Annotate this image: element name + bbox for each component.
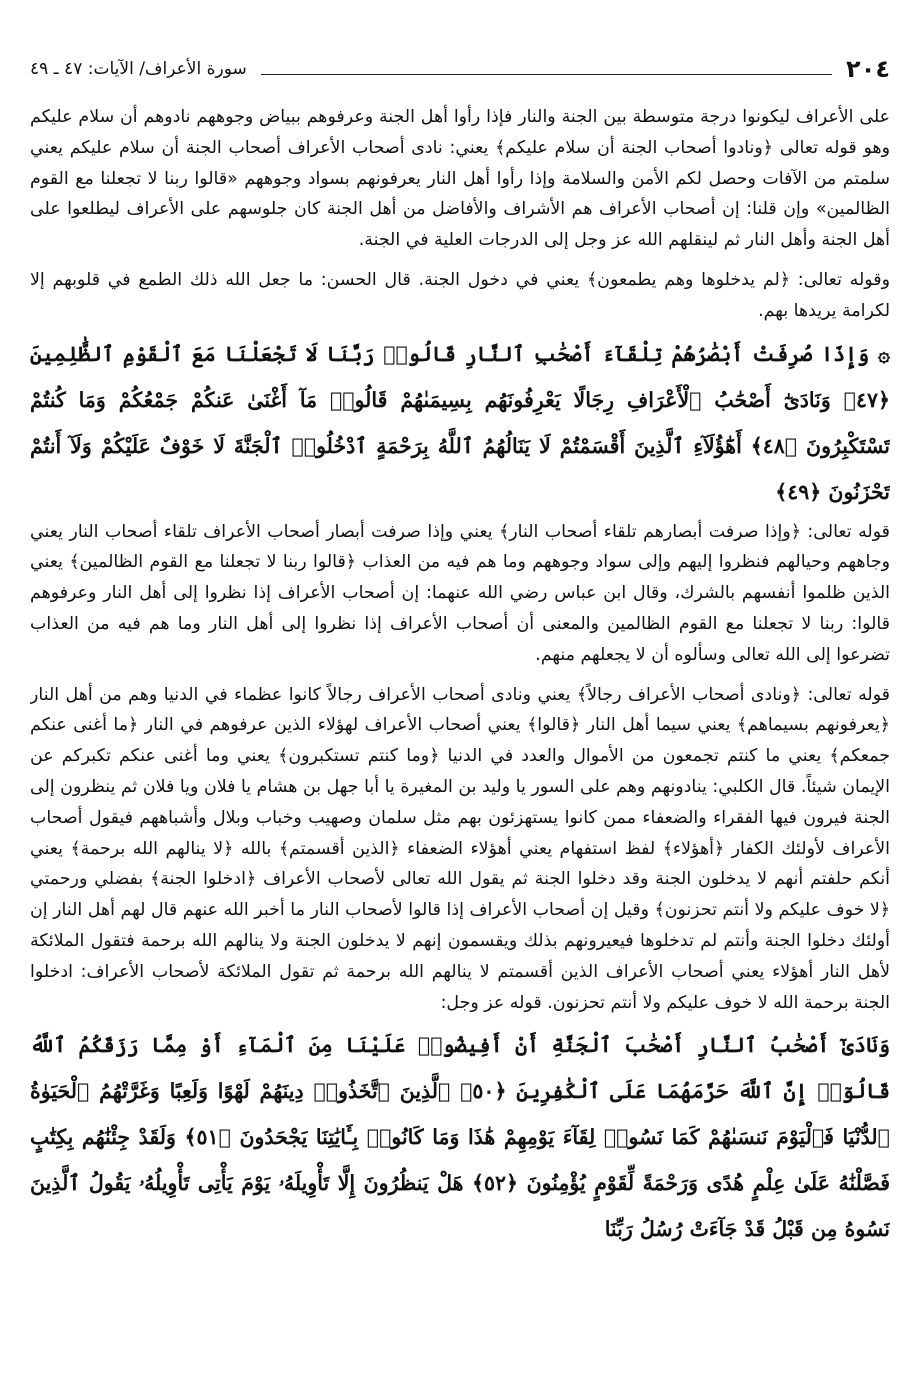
quran-verse-block: ۞ وَإِذَا صُرِفَتْ أَبْصَٰرُهُمْ تِلْقَآءَ أَصْحَٰبِ ٱلنَّارِ قَالُوا۟ رَبَّنَا لَا تَجْعَلْنَا مَعَ ٱلْقَوْمِ ٱلظَّٰلِمِينَ ﴿٤٧﴾ وَنَادَىٰٓ أَصْحَٰبُ ٱلْأَعْرَافِ رِجَالًا يَعْرِفُونَهُم بِسِيمَىٰهُمْ قَالُوا۟ مَآ أَغْنَىٰ عَنكُمْ جَمْعُكُمْ وَمَا كُنتُمْ تَسْتَكْبِرُونَ ﴿٤٨﴾ أَهَٰٓؤُلَآءِ ٱلَّذِينَ أَقْسَمْتُمْ لَا يَنَالُهُمُ ٱللَّهُ بِرَحْمَةٍ ٱدْخُلُوا۟ ٱلْجَنَّةَ لَا خَوْفٌ عَلَيْكُمْ وَلَآ أَنتُمْ تَحْزَنُونَ ﴿٤٩﴾ <box>30 341 890 504</box>
header-rule <box>261 74 832 75</box>
running-header <box>30 52 890 86</box>
page-number: ٢٠٤ <box>846 55 890 83</box>
book-page <box>30 52 890 1352</box>
commentary-paragraph: وقوله تعالى: ﴿لم يدخلوها وهم يطمعون﴾ يعني في دخول الجنة. قال الحسن: ما جعل الله ذلك الطمع في قلوبهم إلا لكرامة يريدها بهم. <box>30 269 890 321</box>
surah-label: سورة الأعراف/ الآيات: ٤٧ ـ ٤٩ <box>30 59 247 79</box>
commentary-paragraph: قوله تعالى: ﴿وإذا صرفت أبصارهم تلقاء أصحاب النار﴾ يعني وإذا صرفت أبصار أصحاب الأعراف تلقاء أصحاب النار يعني وجاههم وحيالهم فنظروا إليهم وإلى سواد وجوههم وما هم فيه من العذاب ﴿قالوا ربنا لا تجعلنا مع القوم الظالمين﴾ يعني الذين ظلموا أنفسهم بالشرك، وقال ابن عباس رضي الله عنهما: إن أصحاب الأعراف إذا نظروا إلى أهل النار وعرفوهم قالوا: ربنا لا تجعلنا مع القوم الظالمين والمعنى أن أصحاب الأعراف إذا نظروا إلى أهل النار وما هم فيه من العذاب تضرعوا إلى الله تعالى وسألوه أن لا يجعلهم منهم. <box>30 521 890 665</box>
quran-verse-block: وَنَادَىٰٓ أَصْحَٰبُ ٱلنَّارِ أَصْحَٰبَ ٱلْجَنَّةِ أَنْ أَفِيضُوا۟ عَلَيْنَا مِنَ ٱلْمَآءِ أَوْ مِمَّا رَزَقَكُمُ ٱللَّهُ قَالُوٓا۟ إِنَّ ٱللَّهَ حَرَّمَهُمَا عَلَى ٱلْكَٰفِرِينَ ﴿٥٠﴾ ٱلَّذِينَ ٱتَّخَذُوا۟ دِينَهُمْ لَهْوًا وَلَعِبًا وَغَرَّتْهُمُ ٱلْحَيَوٰةُ ٱلدُّنْيَا فَٱلْيَوْمَ نَنسَىٰهُمْ كَمَا نَسُوا۟ لِقَآءَ يَوْمِهِمْ هَٰذَا وَمَا كَانُوا۟ بِـَٔايَٰتِنَا يَجْحَدُونَ ﴿٥١﴾ وَلَقَدْ جِئْنَٰهُم بِكِتَٰبٍ فَصَّلْنَٰهُ عَلَىٰ عِلْمٍ هُدًى وَرَحْمَةً لِّقَوْمٍ يُؤْمِنُونَ ﴿٥٢﴾ هَلْ يَنظُرُونَ إِلَّا تَأْوِيلَهُۥ يَوْمَ يَأْتِى تَأْوِيلُهُۥ يَقُولُ ٱلَّذِينَ نَسُوهُ مِن قَبْلُ قَدْ جَآءَتْ رُسُلُ رَبِّنَا <box>30 1033 890 1242</box>
commentary-paragraph: قوله تعالى: ﴿ونادى أصحاب الأعراف رجالاً﴾ يعني ونادى أصحاب الأعراف رجالاً كانوا عظماء في الدنيا وهم من أهل النار ﴿يعرفونهم بسيماهم﴾ يعني سيما أهل النار ﴿قالوا﴾ يعني أصحاب الأعراف لهؤلاء الذين عرفوهم في النار ﴿ما أغنى عنكم جمعكم﴾ يعني ما كنتم تجمعون من الأموال والعدد في الدنيا ﴿وما كنتم تستكبرون﴾ يعني وما أغنى عنكم تكبركم عن الإيمان شيئاً. قال الكلبي: ينادونهم وهم على السور يا وليد بن المغيرة يا أبا جهل بن هشام يا فلان ويا فلان ثم ينظرون إلى الجنة فيرون فيها الفقراء والضعفاء ممن كانوا يستهزئون بهم مثل سلمان وصهيب وخباب وبلال وأشباههم فيقول أصحاب الأعراف لأولئك الكفار ﴿أهؤلاء﴾ لفظ استفهام يعني أهؤلاء الضعفاء ﴿الذين أقسمتم﴾ بالله ﴿لا ينالهم الله برحمة﴾ يعني أنكم حلفتم أنهم لا يدخلون الجنة وقد دخلوا الجنة ثم يقول الله تعالى لأصحاب الأعراف ﴿ادخلوا الجنة﴾ بفضلي ورحمتي ﴿لا خوف عليكم ولا أنتم تحزنون﴾ وقيل إن أصحاب الأعراف إذا قالوا لأصحاب النار ما أخبر الله عنهم قال لهم أهل النار إن أولئك دخلوا الجنة وأنتم لم تدخلوها فيعيرونهم بذلك ويقسمون إنهم لا يدخلون الجنة ولا ينالهم الله برحمة فتقول الملائكة لأهل النار أهؤلاء يعني أصحاب الأعراف الذين أقسمتم لا ينالهم الله برحمة ثم تقول الملائكة لأصحاب الأعراف: ادخلوا الجنة برحمة الله لا خوف عليكم ولا أنتم تحزنون. قوله عز وجل: <box>30 684 890 1013</box>
commentary-paragraph: على الأعراف ليكونوا درجة متوسطة بين الجنة والنار فإذا رأوا أهل الجنة وعرفوهم ببياض وجوههم نادوهم أن سلام عليكم وهو قوله تعالى ﴿ونادوا أصحاب الجنة أن سلام عليكم﴾ يعني: نادى أصحاب الأعراف أصحاب الجنة أن سلام عليكم يعني سلمتم من الآفات وحصل لكم الأمن والسلامة وإذا رأوا أهل النار يعرفونهم بسواد وجوههم «قالوا ربنا لا تجعلنا مع القوم الظالمين» وإن قلنا: إن أصحاب الأعراف هم الأشراف والأفاضل من أهل الجنة كان جلوسهم على الأعراف ليطلعوا على أهل الجنة وأهل النار ثم لينقلهم الله عز وجل إلى الدرجات العلية في الجنة. <box>30 107 890 251</box>
